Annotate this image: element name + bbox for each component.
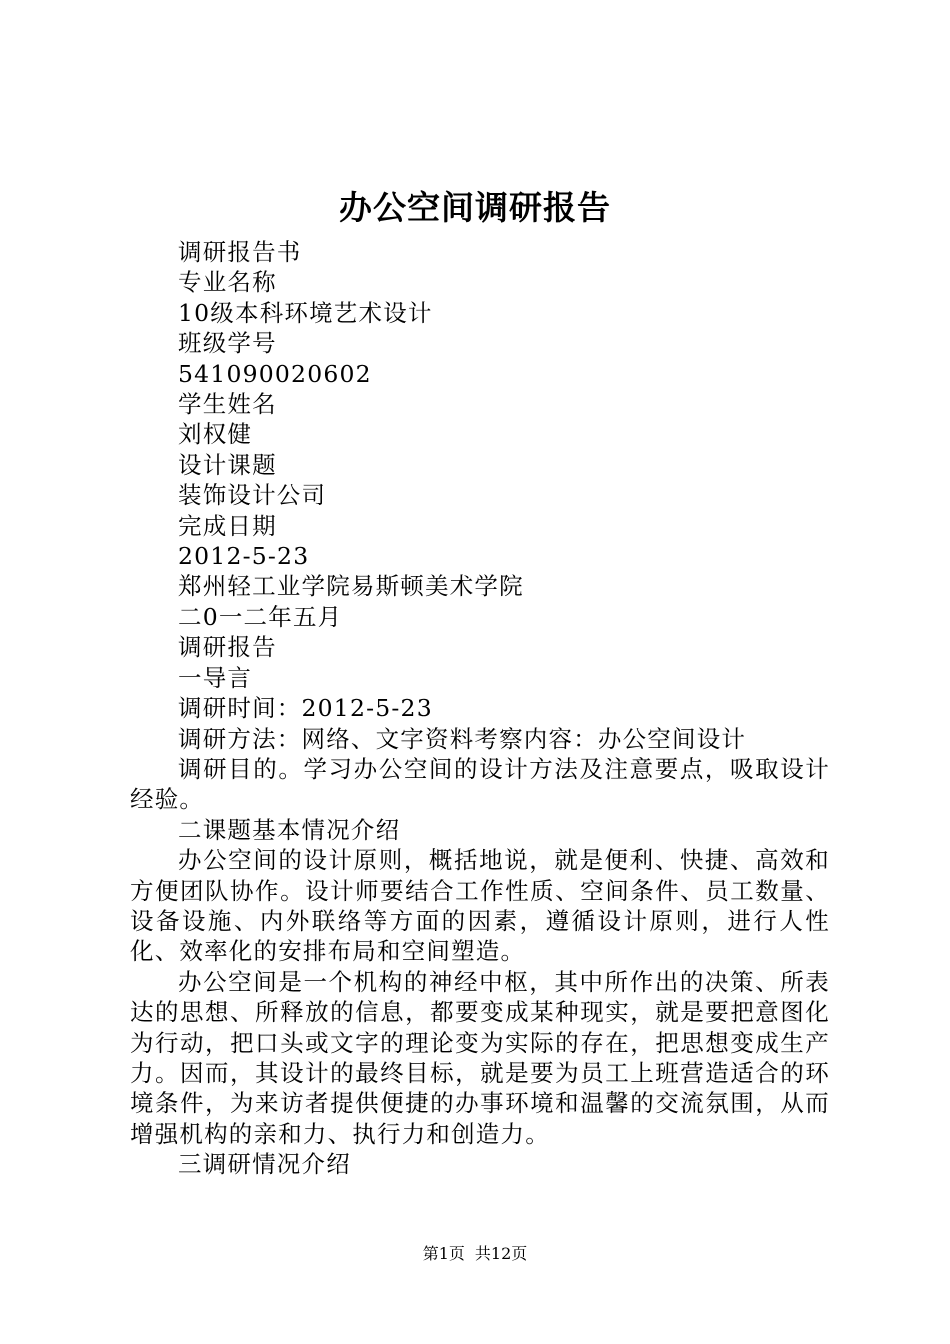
text-line: 2012-5-23 [178,542,310,571]
text-line: 装饰设计公司 [178,481,327,510]
text-line: 学生姓名 [178,390,277,419]
section-heading: 三调研情况介绍 [178,1150,351,1179]
document-title: 办公空间调研报告 [339,188,611,227]
text-line: 调研时间：2012-5-23 [178,694,433,723]
text-line: 调研报告书 [178,238,302,266]
text-line: 调研报告 [178,633,277,662]
paragraph: 办公空间的设计原则，概括地说，就是便利、快捷、高效和方便团队协作。设计师要结合工作性质、空间条件、员工数量、设备设施、内外联络等方面的因素，遵循设计原则，进行人性化、效率化的安排布局和空间塑造。 [130,846,830,966]
text-line: 班级学号 [178,329,277,358]
text-line: 专业名称 [178,268,277,297]
page-footer [0,1242,950,1266]
text-line: 二0一二年五月 [178,602,343,631]
text-line: 一导言 [178,663,253,692]
paragraph: 办公空间是一个机构的神经中枢，其中所作出的决策、所表达的思想、所释放的信息，都要变成某种现实，就是要把意图化为行动，把口头或文字的理论变为实际的存在，把思想变成生产力。因而，其设计的最终目标，就是要为员工上班营造适合的环境条件，为来访者提供便捷的办事环境和温馨的交流氛围，从而增强机构的亲和力、执行力和创造力。 [130,967,830,1148]
text-line: 调研方法：网络、文字资料考察内容：办公空间设计 [178,724,747,753]
text-line: 刘权健 [178,420,253,449]
total-pages: 共12页 [474,1244,528,1263]
text-line: 设计课题 [178,450,277,479]
document-body [130,237,830,1180]
page-number: 第1页 [422,1244,465,1263]
section-heading: 二课题基本情况介绍 [178,815,401,844]
text-line: 完成日期 [178,511,277,540]
text-line: 541090020602 [178,359,372,388]
paragraph: 调研目的。学习办公空间的设计方法及注意要点，吸取设计经验。 [130,754,830,814]
text-line: 郑州轻工业学院易斯顿美术学院 [178,572,524,601]
text-line: 10级本科环境艺术设计 [178,298,433,327]
